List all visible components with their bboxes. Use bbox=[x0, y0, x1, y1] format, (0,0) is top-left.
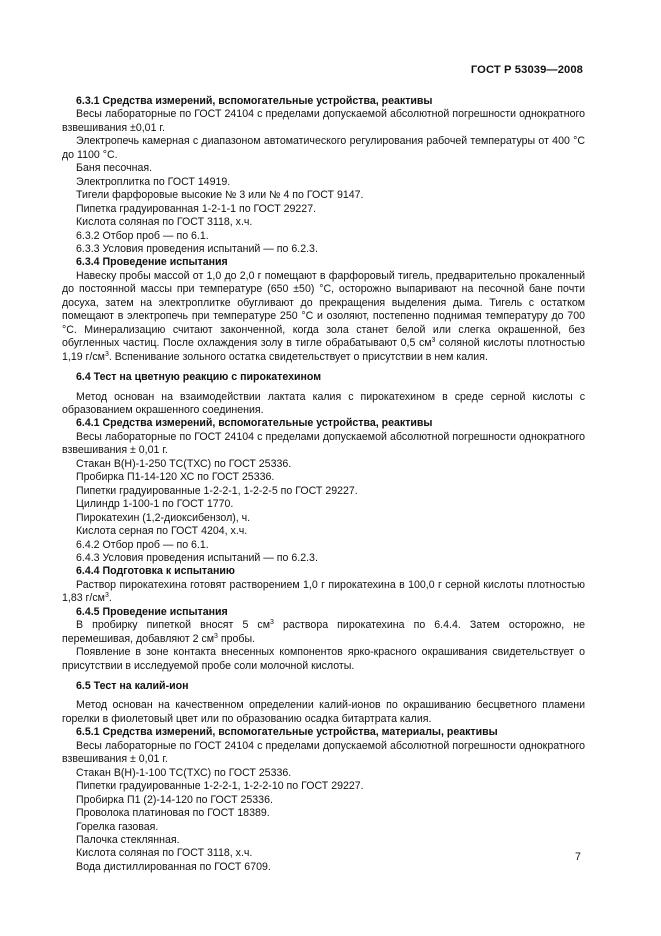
list-item: Вода дистиллированная по ГОСТ 6709. bbox=[76, 860, 271, 873]
paragraph: Метод основан на взаимодействии лактата калия с пирокатехином в среде серной кислоты с образованием окрашенного соединения. bbox=[62, 390, 585, 416]
paragraph: Весы лабораторные по ГОСТ 24104 с пределами допускаемой абсолютной погрешности однократного взвешивания ± 0,01 г. bbox=[62, 430, 585, 457]
text-run: раствора пирокатехина по 6.4.4. Затем осторожно, не перемешивая, добавляют 2 см bbox=[62, 619, 585, 645]
list-item: Тигели фарфоровые высокие № 3 или № 4 по ГОСТ 9147. bbox=[76, 189, 364, 202]
superscript: 3 bbox=[270, 619, 274, 627]
heading-6-5-1: 6.5.1 Средства измерений, вспомогательные устройства, материалы, реактивы bbox=[76, 726, 498, 739]
list-item: Стакан В(Н)-1-250 ТС(ТХС) по ГОСТ 25336. bbox=[76, 457, 292, 470]
superscript: 3 bbox=[431, 337, 436, 345]
list-item: Пипетки градуированные 1-2-2-1, 1-2-2-5 по ГОСТ 29227. bbox=[76, 484, 358, 497]
heading-6-3-4: 6.3.4 Проведение испытания bbox=[76, 256, 228, 269]
paragraph bbox=[62, 270, 585, 364]
text-run: пробы. bbox=[217, 632, 256, 645]
list-item: Пирокатехин (1,2-диоксибензол), ч. bbox=[76, 511, 251, 524]
superscript: 3 bbox=[104, 350, 109, 358]
heading-6-3-1: 6.3.1 Средства измерений, вспомогательные устройства, реактивы bbox=[76, 95, 433, 107]
page-number: 7 bbox=[575, 851, 581, 863]
text-run: В пробирку пипеткой вносят 5 см bbox=[76, 619, 270, 632]
list-item: Кислота соляная по ГОСТ 3118, х.ч. bbox=[76, 216, 253, 229]
paragraph: Появление в зоне контакта внесенных компонентов ярко-красного окрашивания свидетельствует о присутствии в исследуемой пробе соли молочной кислоты. bbox=[62, 646, 585, 672]
list-item: Горелка газовая. bbox=[76, 820, 159, 833]
heading-6-4-4: 6.4.4 Подготовка к испытанию bbox=[76, 565, 235, 578]
superscript: 3 bbox=[104, 592, 109, 600]
superscript: 3 bbox=[214, 632, 218, 640]
paragraph bbox=[62, 579, 585, 606]
heading-6-4-5: 6.4.5 Проведение испытания bbox=[76, 605, 228, 618]
paragraph: Электропечь камерная с диапазоном автоматического регулирования рабочей температуры от 400 °С до 1100 °С. bbox=[62, 135, 585, 161]
list-item: Пробирка П1 (2)-14-120 по ГОСТ 25336. bbox=[76, 793, 273, 806]
standard-header: ГОСТ Р 53039—2008 bbox=[470, 64, 583, 76]
clause-6-3-2: 6.3.2 Отбор проб — по 6.1. bbox=[76, 229, 209, 242]
paragraph bbox=[62, 619, 585, 646]
clause-6-3-3: 6.3.3 Условия проведения испытаний — по 6.2.3. bbox=[76, 242, 318, 255]
list-item: Кислота серная по ГОСТ 4204, х.ч. bbox=[76, 525, 248, 538]
paragraph: Весы лабораторные по ГОСТ 24104 с пределами допускаемой абсолютной погрешности однократного взвешивания ± 0,01 г. bbox=[62, 739, 585, 766]
list-item: Проволока платиновая по ГОСТ 18389. bbox=[76, 807, 270, 820]
text-run: Навеску пробы массой от 1,0 до 2,0 г помещают в фарфоровый тигель, предварительно прокаленный до постоянной массы при температуре (650 ±50) °С, осторожно выпаривают на песочной бане почти досуха, затем на электроплитке обугливают до прекращения выделения дыма. Тигель с остатком помещают в электропечь при температуре 250 °С и озоляют, постепенно поднимая температуру до 700 °С. Минерализацию считают законченной, когда зола станет белой или слегка окрашенной, без обугленных частиц. После охлаждения золу в тигле обрабатывают 0,5 см bbox=[62, 269, 585, 350]
list-item: Пипетка градуированная 1-2-1-1 по ГОСТ 29227. bbox=[76, 202, 317, 215]
list-item: Электроплитка по ГОСТ 14919. bbox=[76, 175, 231, 188]
section-title-6-4: 6.4 Тест на цветную реакцию с пирокатехином bbox=[76, 371, 322, 384]
list-item: Пробирка П1-14-120 ХС по ГОСТ 25336. bbox=[76, 471, 275, 484]
text-run: . Вспенивание зольного остатка свидетельствует о присутствии в нем калия. bbox=[108, 350, 488, 363]
paragraph: Метод основан на качественном определении калий-ионов по окрашиванию бесцветного пламени горелки в фиолетовый цвет или по образованию осадка битартрата калия. bbox=[62, 699, 585, 725]
paragraph: Весы лабораторные по ГОСТ 24104 с пределами допускаемой абсолютной погрешности однократного взвешивания ±0,01 г. bbox=[62, 108, 585, 134]
page-body bbox=[62, 95, 585, 874]
text-run: . bbox=[108, 592, 112, 605]
list-item: Палочка стеклянная. bbox=[76, 834, 180, 847]
list-item: Кислота соляная по ГОСТ 3118, х.ч. bbox=[76, 847, 253, 860]
list-item: Стакан В(Н)-1-100 ТС(ТХС) по ГОСТ 25336. bbox=[76, 766, 292, 779]
list-item: Цилиндр 1-100-1 по ГОСТ 1770. bbox=[76, 498, 234, 511]
clause-6-4-2: 6.4.2 Отбор проб — по 6.1. bbox=[76, 538, 209, 551]
section-title-6-5: 6.5 Тест на калий-ион bbox=[76, 680, 189, 693]
heading-6-4-1: 6.4.1 Средства измерений, вспомогательные устройства, реактивы bbox=[76, 417, 433, 430]
list-item: Пипетки градуированные 1-2-2-1, 1-2-2-10 по ГОСТ 29227. bbox=[76, 780, 364, 793]
text-run: соляной кислоты плотностью 1,19 г/см bbox=[62, 337, 585, 363]
text-run: Раствор пирокатехина готовят растворением 1,0 г пирокатехина в 100,0 г серной кислоты плотностью 1,83 г/см bbox=[62, 578, 585, 605]
list-item: Баня песочная. bbox=[76, 162, 153, 175]
clause-6-4-3: 6.4.3 Условия проведения испытаний — по 6.2.3. bbox=[76, 551, 318, 564]
